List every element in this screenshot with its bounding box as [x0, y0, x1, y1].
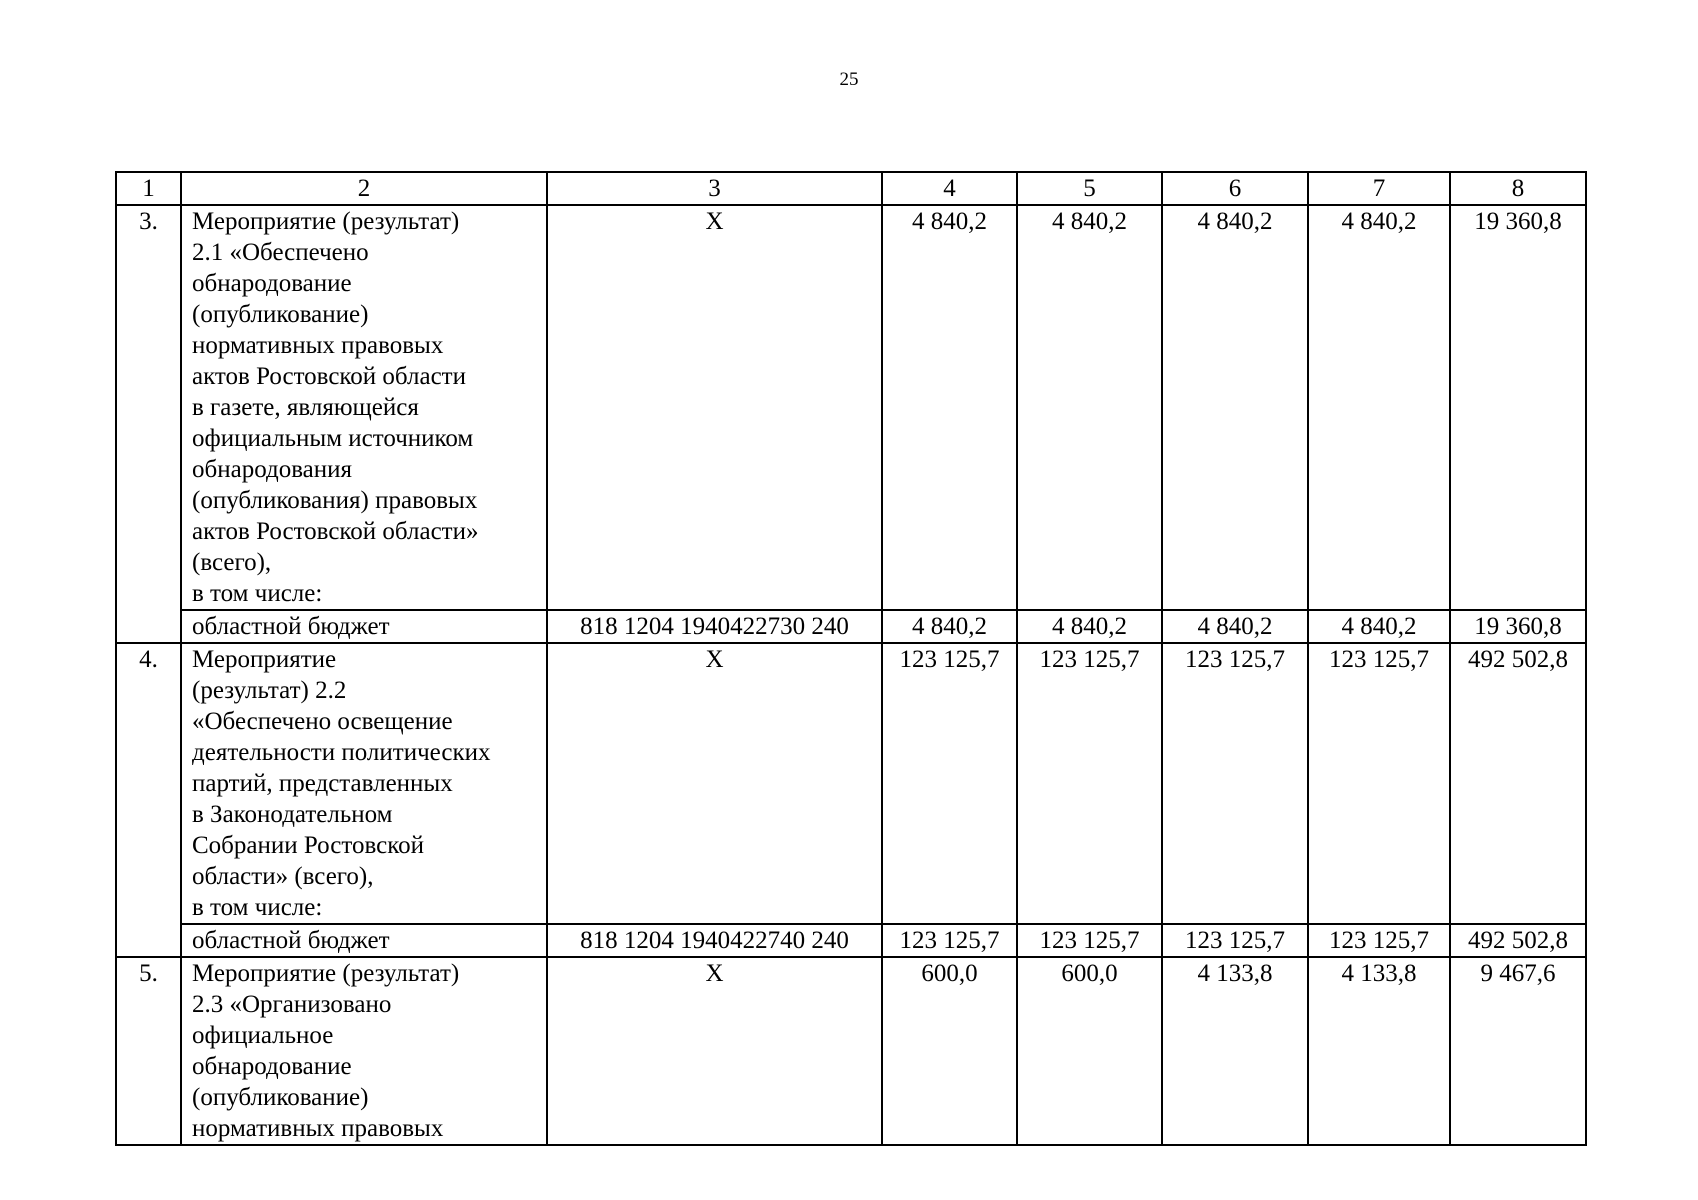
column-header: 1	[116, 172, 181, 205]
value-cell: 4 133,8	[1308, 957, 1450, 1145]
column-header: 5	[1017, 172, 1162, 205]
budget-code: Х	[547, 957, 882, 1145]
value-cell: 4 840,2	[1017, 610, 1162, 643]
value-cell: 123 125,7	[1017, 643, 1162, 924]
funding-source: областной бюджет	[181, 924, 547, 957]
measure-name: Мероприятие (результат) 2.3 «Организовано официальное обнародование (опубликование) нормативных правовых	[181, 957, 547, 1145]
value-cell: 123 125,7	[882, 924, 1017, 957]
value-cell: 123 125,7	[1308, 924, 1450, 957]
budget-code: 818 1204 1940422740 240	[547, 924, 882, 957]
measure-name: Мероприятие (результат) 2.2 «Обеспечено освещение деятельности политических партий, представленных в Законодательном Собрании Ростовской области» (всего), в том числе:	[181, 643, 547, 924]
budget-code: 818 1204 1940422730 240	[547, 610, 882, 643]
budget-table	[115, 171, 1587, 1146]
value-cell: 4 840,2	[882, 610, 1017, 643]
funding-source: областной бюджет	[181, 610, 547, 643]
total-cell: 9 467,6	[1450, 957, 1586, 1145]
value-cell: 4 840,2	[1308, 610, 1450, 643]
row-number: 3.	[116, 205, 181, 643]
column-header: 7	[1308, 172, 1450, 205]
table-row	[116, 643, 1586, 924]
budget-code: Х	[547, 205, 882, 610]
measure-name: Мероприятие (результат) 2.1 «Обеспечено обнародование (опубликование) нормативных правовых актов Ростовской области в газете, являющейся официальным источником обнародования (опубликования) правовых актов Ростовской области» (всего), в том числе:	[181, 205, 547, 610]
table-row	[116, 957, 1586, 1145]
column-header: 8	[1450, 172, 1586, 205]
value-cell: 600,0	[1017, 957, 1162, 1145]
column-header: 3	[547, 172, 882, 205]
column-header: 2	[181, 172, 547, 205]
value-cell: 123 125,7	[1162, 924, 1308, 957]
budget-code: Х	[547, 643, 882, 924]
total-cell: 19 360,8	[1450, 205, 1586, 610]
value-cell: 4 840,2	[1017, 205, 1162, 610]
column-header: 4	[882, 172, 1017, 205]
value-cell: 4 840,2	[1308, 205, 1450, 610]
page-number: 25	[839, 69, 859, 90]
total-cell: 492 502,8	[1450, 924, 1586, 957]
value-cell: 4 133,8	[1162, 957, 1308, 1145]
value-cell: 600,0	[882, 957, 1017, 1145]
table-subrow	[116, 610, 1586, 643]
row-number: 5.	[116, 957, 181, 1145]
value-cell: 123 125,7	[1162, 643, 1308, 924]
value-cell: 4 840,2	[882, 205, 1017, 610]
value-cell: 123 125,7	[882, 643, 1017, 924]
table-row	[116, 205, 1586, 610]
total-cell: 19 360,8	[1450, 610, 1586, 643]
column-header: 6	[1162, 172, 1308, 205]
table-subrow	[116, 924, 1586, 957]
value-cell: 4 840,2	[1162, 610, 1308, 643]
value-cell: 4 840,2	[1162, 205, 1308, 610]
total-cell: 492 502,8	[1450, 643, 1586, 924]
value-cell: 123 125,7	[1308, 643, 1450, 924]
column-number-row	[116, 172, 1586, 205]
value-cell: 123 125,7	[1017, 924, 1162, 957]
row-number: 4.	[116, 643, 181, 957]
